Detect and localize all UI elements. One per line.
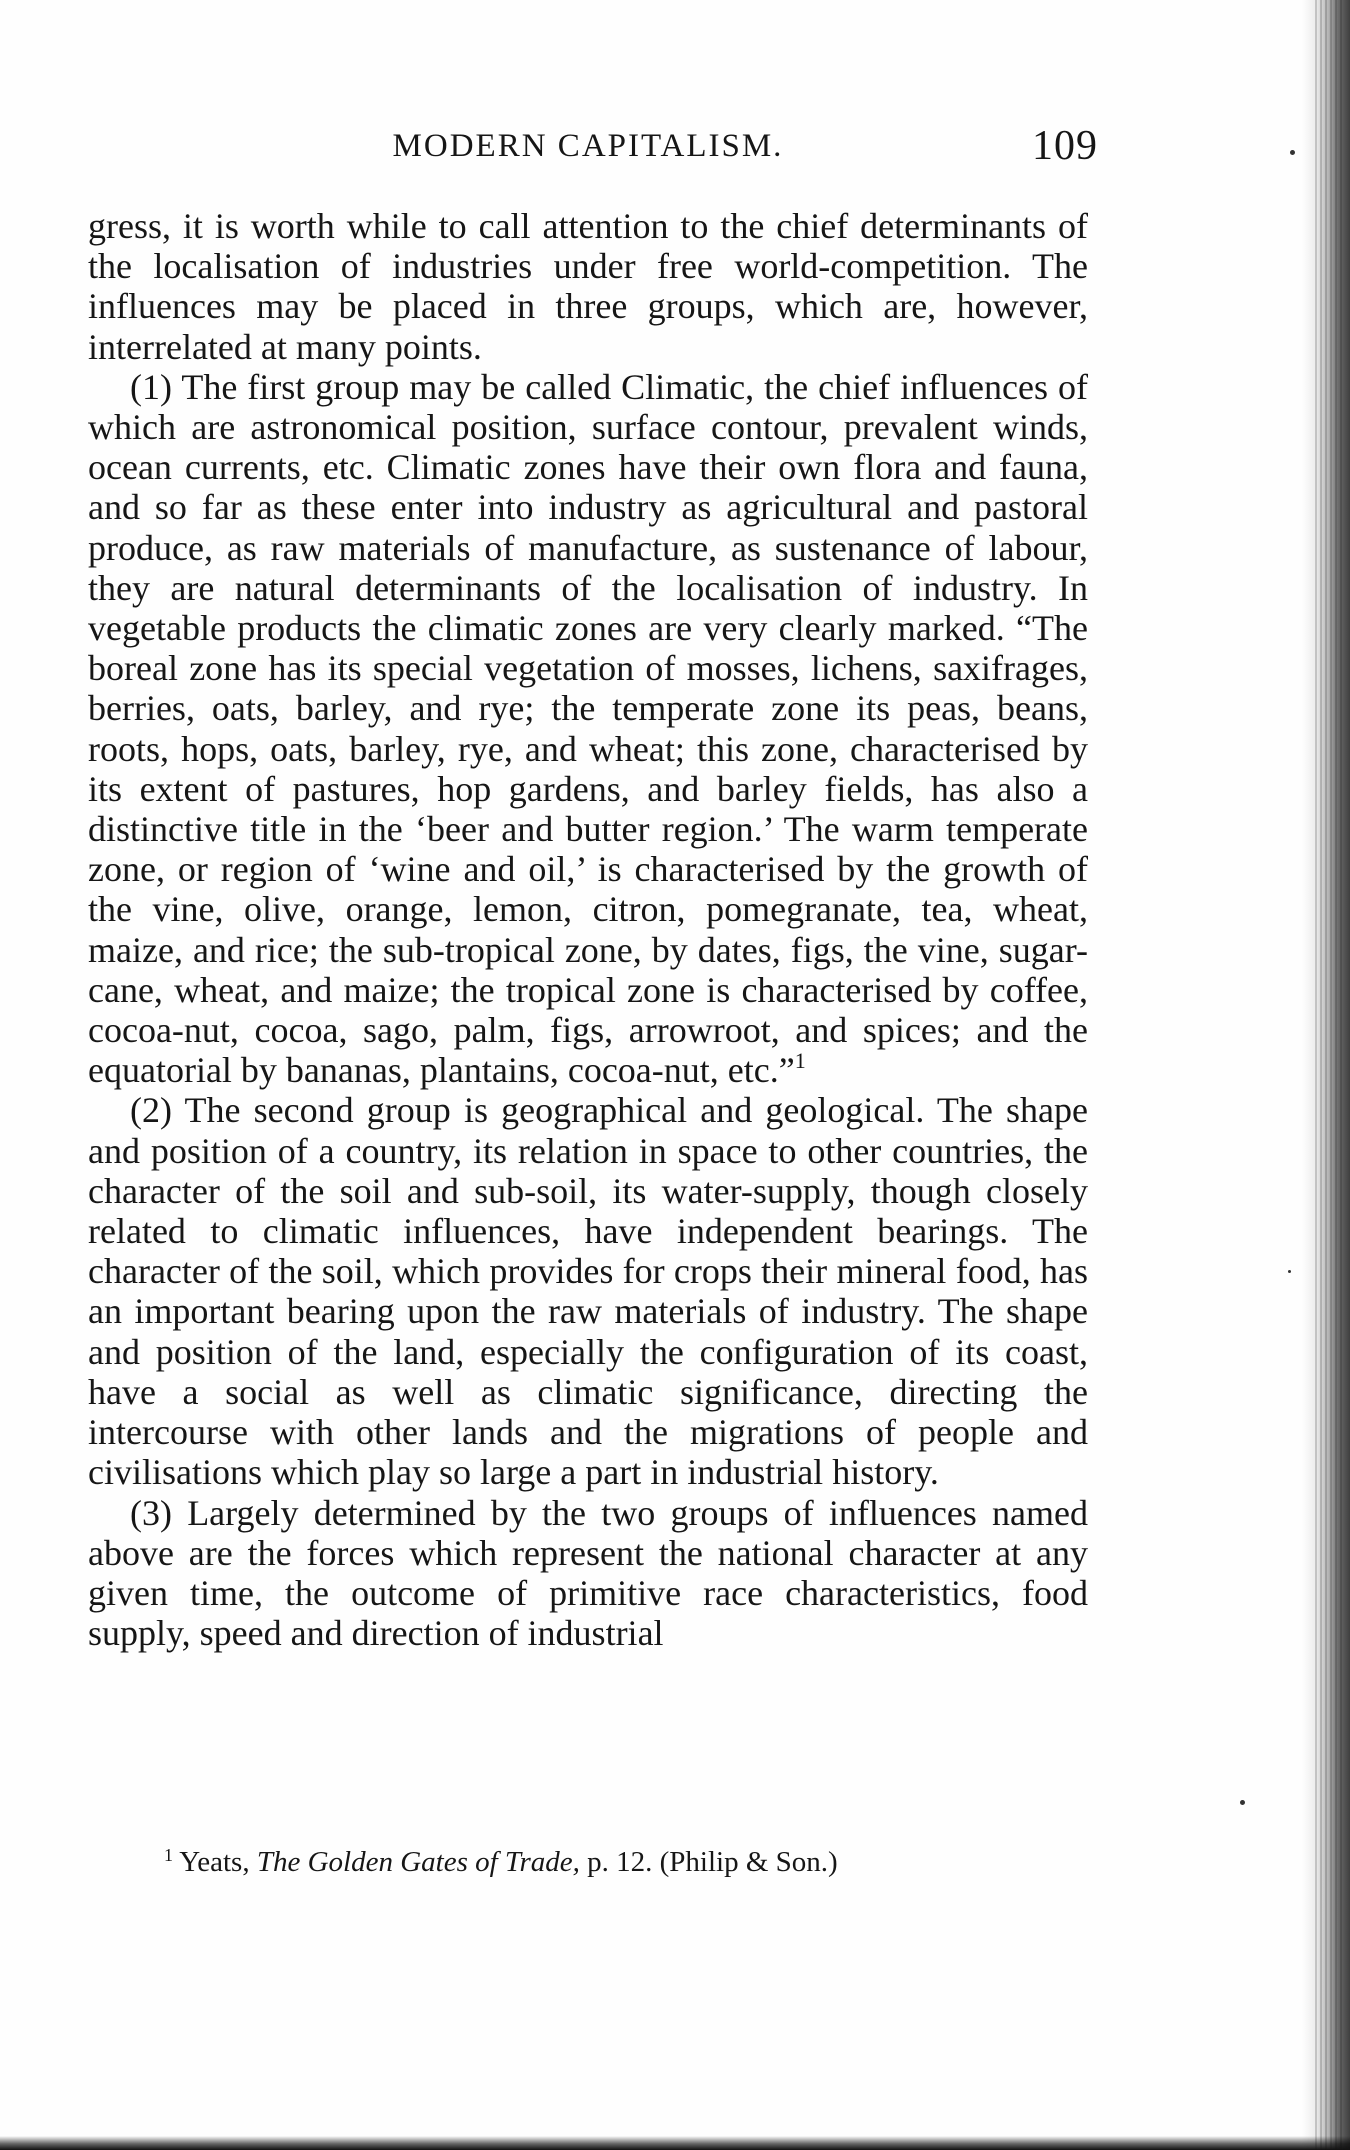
footnote-title: The Golden Gates of Trade, — [256, 1846, 580, 1878]
footnote-marker: 1 — [164, 1845, 173, 1865]
footnote-author: Yeats, — [179, 1846, 250, 1878]
running-title: MODERN CAPITALISM. — [392, 128, 784, 164]
page-edge-lines — [1312, 0, 1342, 2150]
paragraph-continuation: gress, it is worth while to call attention to the chief determinants of the localisation of industries under free world-competition. The influences may be placed in three groups, which are, however, interrelated at many points. — [88, 206, 1088, 367]
paragraph-geographical: (2) The second group is geographical and geological. The shape and position of a country, its relation in space to other countries, the character of the soil and sub-soil, its water-supply, though closely related to climatic influences, have independent bearings. The character of the soil, which provides for crops their mineral food, has an important bearing upon the raw materials of industry. The shape and position of the land, especially the configuration of its coast, have a social as well as climatic significance, directing the intercourse with other lands and the migrations of people and civilisations which play so large a part in industrial history. — [88, 1090, 1088, 1493]
footnote — [164, 1845, 1064, 1879]
scan-speck — [1240, 1800, 1245, 1805]
paragraph-national-character: (3) Largely determined by the two groups of influences named above are the forces which represent the national character at any given time, the outcome of primitive race characteristics, food supply, speed and direction of industrial — [88, 1492, 1088, 1654]
body-text — [88, 206, 1088, 1653]
scan-speck — [1288, 1270, 1291, 1273]
page-number: 109 — [1032, 123, 1098, 169]
page-bottom-edge — [0, 2136, 1350, 2150]
paragraph-climatic-text: (1) The first group may be called Climatic, the chief influences of which are astronomical position, surface contour, prevalent winds, ocean currents, etc. Climatic zones have their own flora and fauna, and so far as these enter into industry as agricultural and pastoral produce, as raw materials of manufacture, as sustenance of labour, they are natural determinants of the localisation of industry. In vegetable products the climatic zones are very clearly marked. “The boreal zone has its special vegetation of mosses, lichens, saxifrages, berries, oats, barley, and rye; the temperate zone its peas, beans, roots, hops, oats, barley, rye, and wheat; this zone, characterised by its extent of pastures, hop gardens, and barley fields, has also a distinctive title in the ‘beer and butter region.’ The warm temperate zone, or region of ‘wine and oil,’ is characterised by the growth of the vine, olive, orange, lemon, citron, pomegranate, tea, wheat, maize, and rice; the sub-tropical zone, by dates, figs, the vine, sugar-cane, wheat, and maize; the tropical zone is characterised by coffee, cocoa-nut, cocoa, sago, palm, figs, arrowroot, and spices; and the equatorial by bananas, plantains, cocoa-nut, etc.” — [88, 366, 1088, 1091]
footnote-citation: p. 12. (Philip & Son.) — [587, 1846, 838, 1878]
scan-speck — [1290, 150, 1295, 155]
paragraph-climatic — [88, 367, 1088, 1091]
footnote-reference: 1 — [794, 1048, 806, 1074]
running-head — [88, 123, 1098, 178]
